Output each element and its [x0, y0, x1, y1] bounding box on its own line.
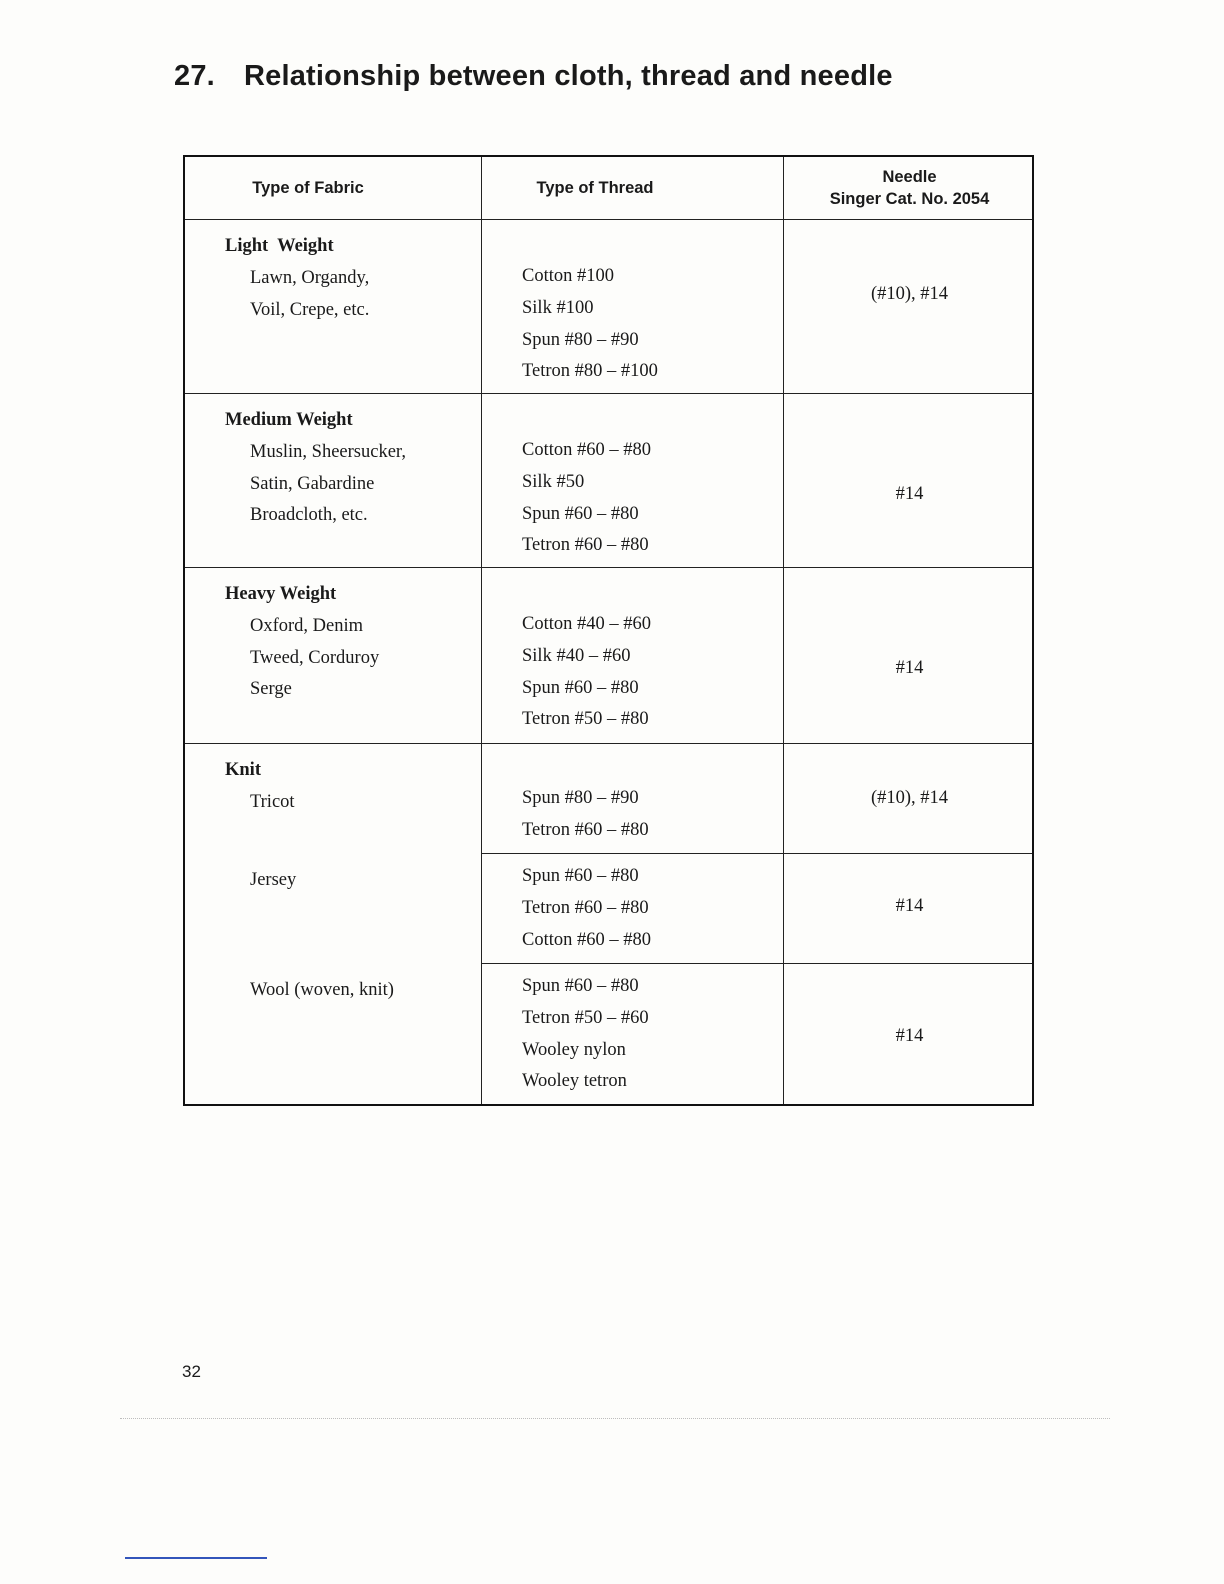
thread-list-light — [522, 261, 772, 388]
column-divider-fabric-thread — [481, 157, 482, 1104]
fabric-item: Tricot — [250, 791, 295, 812]
fabric-group-heavy — [225, 579, 475, 706]
needle-wool — [783, 1009, 1036, 1065]
fabric-item: Lawn, Organdy, — [250, 267, 370, 288]
thread-list-medium — [522, 435, 772, 562]
needle-light — [783, 267, 1036, 323]
thread-item: Cotton #100 — [522, 266, 614, 286]
needle-value: (#10), #14 — [870, 788, 949, 809]
thread-item: Wooley tetron — [522, 1071, 627, 1092]
header-divider — [185, 219, 1032, 220]
thread-item: Spun #60 – #80 — [522, 677, 639, 698]
section-title: Relationship between cloth, thread and needle — [244, 60, 893, 92]
thread-item: Tetron #50 – #80 — [522, 709, 649, 730]
thread-list-jersey — [522, 861, 772, 956]
page-title — [174, 60, 893, 93]
thread-item: Silk #100 — [522, 297, 594, 318]
page-number: 32 — [182, 1362, 201, 1381]
thread-item: Cotton #60 – #80 — [522, 440, 651, 460]
thread-item: Wooley nylon — [522, 1039, 626, 1060]
header-fabric — [185, 157, 431, 219]
fabric-item: Tweed, Corduroy — [250, 647, 380, 668]
row-divider-light-medium — [185, 393, 1032, 394]
thread-item: Cotton #40 – #60 — [522, 614, 651, 634]
header-thread-label: Type of Thread — [536, 179, 654, 197]
header-needle-label: Needle — [882, 168, 937, 186]
cloth-thread-needle-table — [183, 155, 1034, 1106]
row-divider-medium-heavy — [185, 567, 1032, 568]
scan-artifact-divider — [120, 1418, 1110, 1419]
fabric-item: Muslin, Sheersucker, — [250, 441, 406, 462]
row-divider-jersey-wool — [481, 963, 1032, 964]
fabric-group-title: Heavy Weight — [225, 584, 337, 604]
header-needle — [783, 157, 1036, 219]
fabric-group-medium — [225, 405, 475, 532]
thread-item: Tetron #60 – #80 — [522, 819, 649, 840]
thread-item: Spun #80 – #90 — [522, 329, 639, 350]
thread-item: Spun #80 – #90 — [522, 788, 639, 808]
header-needle-catalog: Singer Cat. No. 2054 — [829, 190, 990, 208]
fabric-group-title: Knit — [225, 760, 261, 780]
fabric-item-wool — [225, 975, 475, 1007]
thread-item: Spun #60 – #80 — [522, 503, 639, 524]
needle-value: #14 — [895, 484, 924, 505]
thread-item: Cotton #60 – #80 — [522, 929, 651, 950]
thread-item: Silk #40 – #60 — [522, 645, 631, 666]
fabric-group-light — [225, 231, 475, 326]
needle-value: (#10), #14 — [870, 284, 949, 305]
section-number: 27. — [174, 60, 215, 92]
thread-item: Tetron #60 – #80 — [522, 897, 649, 918]
fabric-item: Oxford, Denim — [250, 615, 364, 636]
header-thread — [481, 157, 709, 219]
thread-list-tricot — [522, 783, 772, 847]
fabric-item: Jersey — [250, 870, 297, 890]
fabric-item: Wool (woven, knit) — [250, 980, 394, 1000]
thread-item: Tetron #60 – #80 — [522, 535, 649, 556]
needle-jersey — [783, 879, 1036, 935]
fabric-group-title: Light Weight — [225, 236, 334, 256]
row-divider-tricot-jersey — [481, 853, 1032, 854]
fabric-item-jersey — [225, 865, 475, 897]
needle-medium — [783, 467, 1036, 523]
fabric-item: Satin, Gabardine — [250, 473, 375, 494]
header-fabric-label: Type of Fabric — [252, 179, 364, 197]
needle-value: #14 — [895, 896, 924, 917]
fabric-group-knit — [225, 755, 475, 819]
needle-heavy — [783, 641, 1036, 697]
thread-item: Tetron #50 – #60 — [522, 1007, 649, 1028]
fabric-item: Serge — [250, 679, 292, 700]
fabric-item: Voil, Crepe, etc. — [250, 299, 370, 320]
needle-tricot — [783, 771, 1036, 827]
thread-item: Tetron #80 – #100 — [522, 361, 658, 382]
thread-item: Spun #60 – #80 — [522, 866, 639, 886]
thread-list-wool — [522, 971, 772, 1098]
needle-value: #14 — [895, 658, 924, 679]
thread-item: Spun #60 – #80 — [522, 976, 639, 996]
corner-rule — [125, 1557, 267, 1559]
thread-list-heavy — [522, 609, 772, 736]
fabric-item: Broadcloth, etc. — [250, 505, 368, 526]
row-divider-heavy-knit — [185, 743, 1032, 744]
needle-value: #14 — [895, 1026, 924, 1047]
thread-item: Silk #50 — [522, 471, 585, 492]
fabric-group-title: Medium Weight — [225, 410, 353, 430]
